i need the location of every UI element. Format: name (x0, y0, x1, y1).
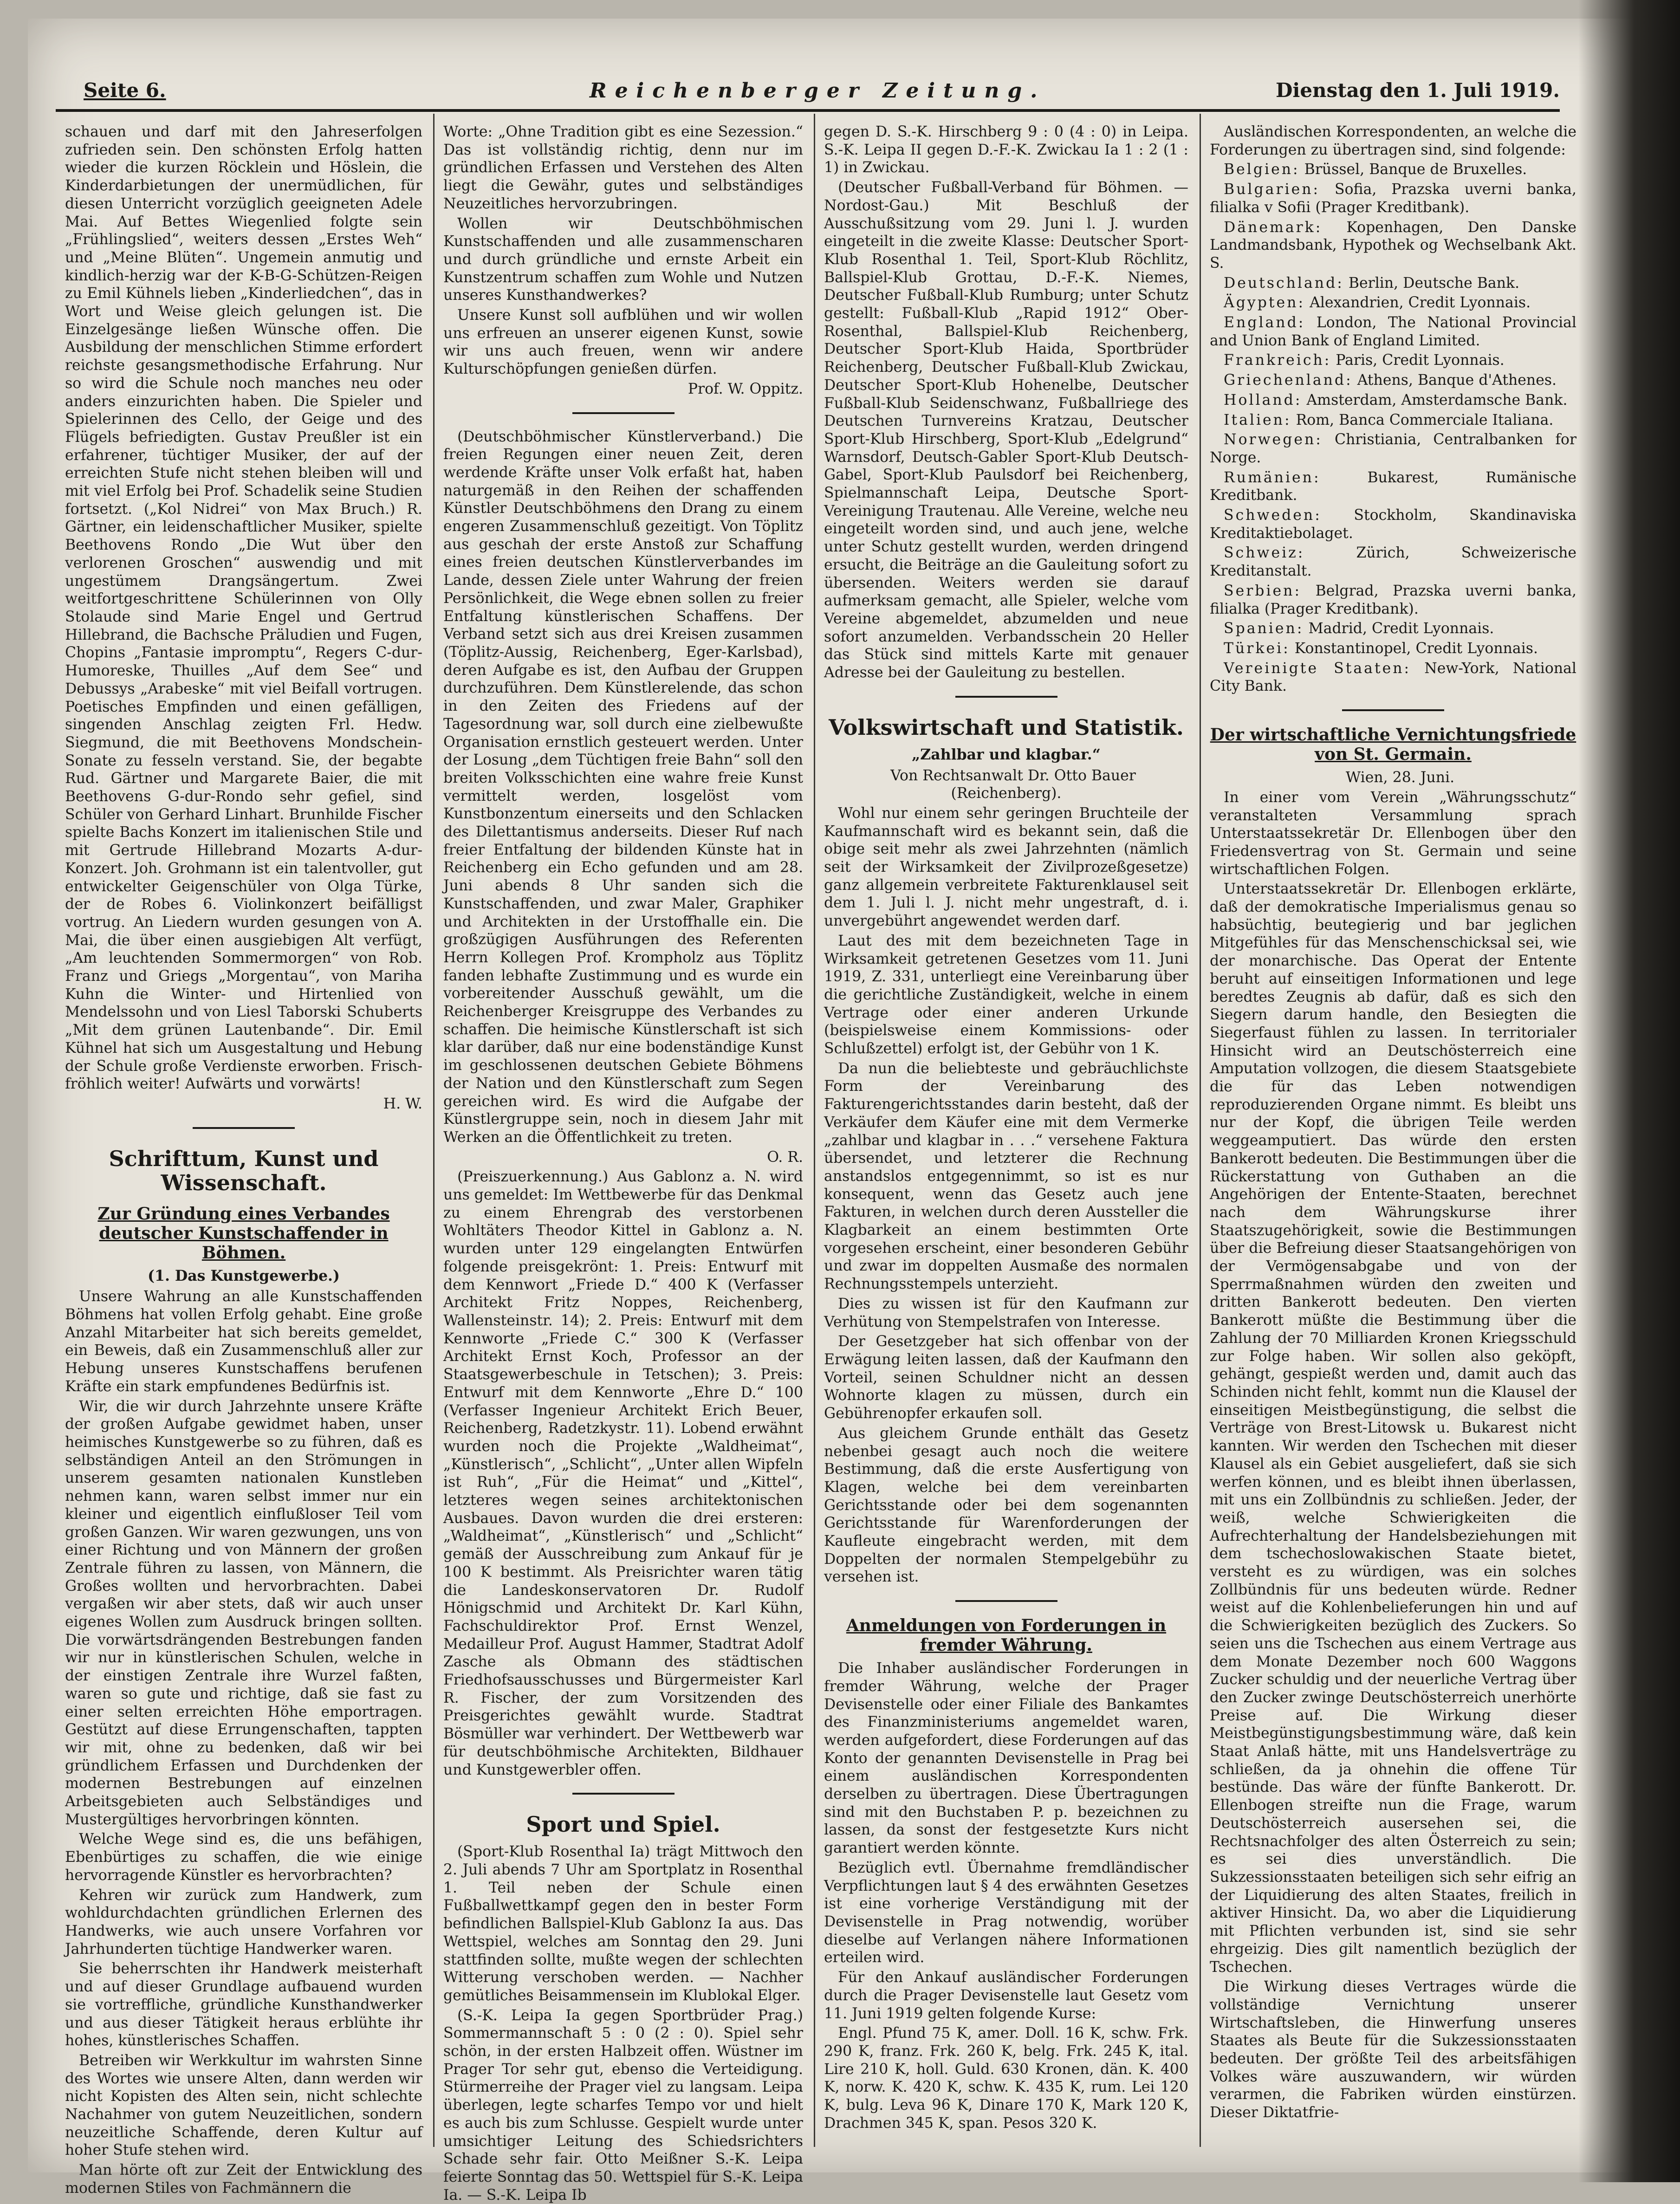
paragraph: Aus gleichem Grunde enthält das Gesetz nebenbei gesagt auch noch die weitere Bestimmung, daß die erste Ausfertigung von Klagen, welche bei dem vereinbarten Gerichtsstande oder bei dem sogenannten Gerichtsstande für Warenforderungen der Kaufleute eingebracht werden, mit dem Doppelten der normalen Stempelgebühr zu versehen ist. (824, 1425, 1188, 1586)
paragraph: Ausländischen Korrespondenten, an welche die Forderungen zu übertragen sind, sind folgende: (1210, 123, 1576, 158)
bank-country: Deutschland: (1224, 274, 1344, 292)
paragraph: (Deutscher Fußball-Verband für Böhmen. — Nordost-Gau.) Mit Beschluß der Ausschußsitzung vom 29. Juni l. J. wurden eingeteilt in die zweite Klasse: Deutscher Sport-Klub Rosenthal 1. Teil, Sport-Klub Röchlitz, Ballspiel-Klub Grottau, D.-F.-K. Niemes, Deutscher Fußball-Klub Rumburg; unter Schutz gestellt: Fußball-Klub „Rapid 1912“ Ober-Rosenthal, Ballspiel-Klub Reichenberg, Deutscher Sport-Klub Haida, Sportbrüder Reichenberg, Deutscher Fußball-Klub Zwickau, Deutscher Sport-Klub Hohenelbe, Deutscher Fußball-Klub Seidenschwanz, Fußballriege des Deutschen Turnvereins Kratzau, Deutscher Sport-Klub Hirschberg, Sport-Klub „Edelgrund“ Warnsdorf, Deutsch-Gabler Sport-Klub Deutsch-Gabel, Sport-Klub Paulsdorf bei Reichenberg, Spielmannschaft Leipa, Deutsche Sport-Vereinigung Trautenau. Alle Vereine, welche neu eingeteilt worden sind, und auch jene, welche unter Schutz gestellt wurden, werden dringend ersucht, die Beiträge an die Gauleitung sofort zu übersenden. Weiters werden sie darauf aufmerksam gemacht, alle Spieler, welche vom Vereine abgemeldet, abzumelden und neue sofort anzumelden. Verbandsschein 20 Heller das Stück sind mittels Karte mit genauer Adresse bei der Gauleitung zu bestellen. (824, 179, 1188, 681)
bank-country: Türkei: (1224, 640, 1290, 657)
bank-country: Italien: (1224, 411, 1291, 428)
paragraph: Der Gesetzgeber hat sich offenbar von der Erwägung leiten lassen, daß der Kaufmann den Vorteil, seinen Schuldner nicht an dessen Wohnorte klagen zu müssen, durch ein Gebührenopfer erkaufen soll. (824, 1333, 1188, 1422)
column-4 (1210, 123, 1576, 2156)
bank-entry (1210, 181, 1576, 216)
bank-entry (1210, 351, 1576, 369)
bank-name: Bukarest, Rumänische Kreditbank. (1210, 469, 1576, 504)
bank-name: Christiania, Centralbanken for Norge. (1210, 431, 1576, 466)
bank-name: Kopenhagen, Den Danske Landmandsbank, Hypothek og Wechselbank Akt. S. (1210, 219, 1576, 272)
bank-entry (1210, 314, 1576, 350)
article-heading: Anmeldungen von Forderungen in fremder Währung. (846, 1616, 1167, 1655)
section-heading: Sport und Spiel. (526, 1812, 720, 1837)
bank-name: Belgrad, Prazska uverni banka, filialka (Prager Kreditbank). (1210, 582, 1576, 617)
article-heading: Zur Gründung eines Verbandes deutscher Kunstschaffender in Böhmen. (97, 1204, 390, 1263)
paragraph: Für den Ankauf ausländischer Forderungen durch die Prager Devisenstelle laut Gesetz vom 11. Juni 1919 gelten folgende Kurse: (824, 1969, 1188, 2022)
bank-name: London, The National Provincial and Union Bank of England Limited. (1210, 314, 1576, 349)
bank-country: Serbien: (1224, 582, 1302, 599)
bank-entry (1210, 640, 1576, 658)
masthead-rule (56, 109, 1560, 112)
paragraph: Betreiben wir Werkkultur im wahrsten Sinne des Wortes wie unsere Alten, dann werden wir nicht Kopisten des Alten sein, nicht schlechte Nachahmer von gutem Neuzeitlichen, sondern neuzeitliche Schaffende, deren Kultur auf hoher Stufe stehen wird. (65, 2052, 422, 2159)
bank-country: Griechenland: (1224, 372, 1353, 389)
paragraph: Unsere Kunst soll aufblühen und wir wollen uns erfreuen an unserer eigenen Kunst, sowie wir uns auch freuen, wenn wir andere Kulturschöpfungen genießen dürfen. (443, 307, 803, 378)
paragraph: Wohl nur einem sehr geringen Bruchteile der Kaufmannschaft wird es bekannt sein, daß die obige seit mehr als zwei Jahrzehnten (nämlich seit der Wirksamkeit der Zivilprozeßgesetze) ganz allgemein verbreitete Fakturenklausel seit dem 1. Juli l. J. nicht mehr ungestraft, d. i. unvergebührt angewendet werden darf. (824, 804, 1188, 930)
issue-date: Dienstag den 1. Juli 1919. (1275, 79, 1560, 102)
bank-entry (1210, 371, 1576, 389)
paragraph: Die Inhaber ausländischer Forderungen in fremder Währung, welche der Prager Devisenstelle oder einer Filiale des Bankamtes des Finanzministeriums angemeldet waren, werden aufgefordert, diese Forderungen auf das Konto der genannten Devisenstelle in Prag bei einem ausländischen Korrespondenten derselben zu übertragen. Diese Übertragungen sind mit den Buchstaben P. p. bezeichnen zu lassen, da sonst der festgesetzte Kurs nicht garantiert werden könnte. (824, 1660, 1188, 1857)
bank-country: Ägypten: (1224, 294, 1305, 311)
paragraph: Da nun die beliebteste und gebräuchlichste Form der Vereinbarung des Fakturengerichtsstandes darin besteht, daß der Verkäufer dem Käufer eine mit dem Vermerke „zahlbar und klagbar in . . .“ versehene Faktura übersendet, und letzterer die Rechnung anstandslos entgegennimmt, so ist es nur konsequent, wenn das Gesetz auch jene Fakturen, in welchen durch deren Aussteller die Klagbarkeit an einem bestimmten Orte vorgesehen erscheint, einer besonderen Gebühr und zwar im doppelten Ausmaße des normalen Rechnungsstempels unterzieht. (824, 1060, 1188, 1293)
bank-country: Spanien: (1224, 620, 1304, 637)
paragraph: Worte: „Ohne Tradition gibt es eine Sezession.“ Das ist vollständig richtig, denn nur im gründlichen Erfassen und Verstehen des Alten liegt die Gewähr, gutes und selbständiges Neuzeitliches hervorzubringen. (443, 123, 803, 212)
paragraph: In einer vom Verein „Währungsschutz“ veranstalteten Versammlung sprach Unterstaatssekretär Dr. Ellenbogen über den Friedensvertrag von St. Germain und seine wirtschaftlichen Folgen. (1210, 789, 1576, 878)
column-1 (65, 123, 422, 2197)
paragraph: (S.-K. Leipa Ia gegen Sportbrüder Prag.) Sommermannschaft 5 : 0 (2 : 0). Spiel sehr schön, in der ersten Halbzeit offen. Wüstner im Prager Tor sehr gut, ebenso die Verteidigung. Stürmerreihe der Prager viel zu langsam. Leipa überlegen, legte scharfes Tempo vor und hielt es auch bis zum Schlusse. Gespielt wurde unter umsichtiger Leitung des Schiedsrichters Schade sehr fair. Otto Meißner S.-K. Leipa feierte Sonntag das 50. Wettspiel für S.-K. Leipa Ia. — S.-K. Leipa Ib (443, 2007, 803, 2204)
bank-country: Norwegen: (1224, 431, 1323, 448)
bank-name: Amsterdam, Amsterdamsche Bank. (1306, 391, 1568, 408)
bank-country: Belgien: (1224, 161, 1300, 178)
bank-entry (1210, 582, 1576, 618)
bank-country: Holland: (1224, 391, 1302, 408)
section-heading: Schrifttum, Kunst und Wissenschaft. (109, 1146, 379, 1195)
separator (572, 1793, 675, 1795)
separator (193, 1127, 295, 1129)
bank-entry (1210, 620, 1576, 638)
bank-name: Berlin, Deutsche Bank. (1348, 274, 1520, 292)
exchange-rates: Engl. Pfund 75 K, amer. Doll. 16 K, schw. Frk. 290 K, franz. Frk. 260 K, belg. Frk. 245 K, ital. Lire 210 K, holl. Guld. 630 Kronen, dän. K. 400 K, norw. K. 420 K, schw. K. 435 K, rum. Lei 120 K, bulg. Leva 96 K, Dinare 170 K, Mark 120 K, Drachmen 345 K, span. Pesos 320 K. (824, 2025, 1188, 2132)
column-divider (1200, 114, 1201, 2147)
column-2 (443, 123, 803, 2204)
paragraph: Unterstaatssekretär Dr. Ellenbogen erklärte, daß der demokratische Imperialismus genau so habsüchtig, beutegierig und bar jeglichen Mitgefühles für das Menschenschicksal sei, wie der monarchische. Das Operat der Entente beruht auf einseitigen Informationen und lege beredtes Zeugnis ab dafür, daß es sich den Siegern darum handle, den Besiegten die Siegerfaust fühlen zu lassen. In territorialer Hinsicht wird an Deutschösterreich eine Amputation vollzogen, die diesem Staatsgebiete die für das Leben notwendigen reproduzierenden Organe nimmt. Es bleibt uns nur der Kopf, die übrigen Teile werden weggeamputiert. Das würde den ersten Bankerott bedeuten. Die Bestimmungen über die Rückerstattung von Guthaben an die Angehörigen der Entente-Staaten, berechnet nach dem Währungskurse ihrer Staatszugehörigkeit, sowie die Bestimmungen über die Befreiung dieser Staatsangehörigen von der Vermögensabgabe und von der Sperrmaßnahmen würden den zweiten und dritten Bankerott bedeuten. Den vierten Bankerott müßte die Bestimmung über die Zahlung der 70 Milliarden Kronen Kriegsschuld zur Folge haben. Wir sollen also geköpft, gehängt, gespießt werden und, damit auch das Schinden nicht fehlt, kommt nun die Klausel der einseitigen Meistbegünstigung, die selbst die Verträge von Brest-Litowsk u. Bukarest nicht kannten. Wir werden den Tschechen mit dieser Klausel als ein Gebiet ausgeliefert, daß sie sich werfen können, und es bleibt ihnen überlassen, mit uns ein Zollbündnis zu schließen. Jeder, der weiß, welche Schwierigkeiten die Aufrechterhaltung der Handelsbeziehungen mit dem tschechoslowakischen Staate bietet, versteht es zu würdigen, was ein solches Zollbündnis für uns bedeuten würde. Redner weist auf die Kohlenbelieferungen hin und auf die Schwierigkeiten bezüglich des Zuckers. So seien uns die Tschechen aus einem Vertrage aus dem Monate Dezember noch 600 Waggons Zucker schuldig und der neuerliche Vertrag über den Zucker zwinge Deutschösterreich unerhörte Preise auf. Die Wirkung dieser Meistbegünstigungsbestimmung wäre, daß kein Staat Anlaß hätte, mit uns Handelsverträge zu schließen, da ja ohnehin die offene Tür bestünde. Das wäre der fünfte Bankerott. Dr. Ellenbogen streifte nun die Frage, warum Deutschösterreich ausersehen sei, die Rechtsnachfolger des alten Österreich zu sein; es sei dies unverständlich. Die Sukzessionsstaaten beteiligen sich sehr eifrig an der Liquidierung des alten Staates, freilich in aktiver Hinsicht. Da, wo aber die Liquidierung mit Pflichten verbunden ist, sind sie sehr ehrgeizig. Dies gilt namentlich bezüglich der Tschechen. (1210, 881, 1576, 1976)
correspondent-bank-list (1210, 161, 1576, 695)
article-subheading: (1. Das Kunstgewerbe.) (148, 1267, 340, 1284)
bank-entry (1210, 506, 1576, 542)
paragraph: (Deutschböhmischer Künstlerverband.) Die freien Regungen einer neuen Zeit, deren werdende Kräfte unser Volk erfaßt hat, haben naturgemäß in den Reihen der schaffenden Künstler Deutschböhmens den Drang zu einem engeren Zusammenschluß gezeitigt. Von Töplitz aus geschah der erste Anstoß zur Schaffung eines freien deutschen Künstlerverbandes im Lande, dessen Ziele unter Wahrung der freien Persönlichkeit, die Wege ebnen sollen zu freier Entfaltung künstlerischen Schaffens. Der Verband setzt sich aus drei Kreisen zusammen (Töplitz-Aussig, Reichenberg, Eger-Karlsbad), deren Aufgabe es ist, den Aufbau der Gruppen durchzuführen. Dem Künstlerelende, das schon in den Zeiten des Friedens auf der Tagesordnung war, soll durch eine zielbewußte Organisation ernstlich gesteuert werden. Unter der Losung „dem Tüchtigen freie Bahn“ soll den breiten Volksschichten eine wahre freie Kunst vermittelt werden, losgelöst vom Kunstbonzentum einerseits und den Schlacken des Dilettantismus anderseits. Dieser Ruf nach freier Entfaltung der bildenden Künste hat in Reichenberg ein Echo gefunden und am 28. Juni abends 8 Uhr sanden sich die Kunstschaffenden, und zwar Maler, Graphiker und Architekten in der Urstoffhalle ein. Die großzügigen Ausführungen des Referenten Herrn Kollegen Prof. Krompholz aus Töplitz fanden lebhafte Zustimmung und es wurde ein vorbereitender Ausschuß gewählt, um die Reichenberger Kreisgruppe des Verbandes zu schaffen. Die heimische Künstlerschaft ist sich klar darüber, daß nur eine bodenständige Kunst im geschlossenen deutschen Gebiete Böhmens der Nation und den Künstlerschaft zum Segen gereichen wird. Es wird die Aufgabe der Künstlergruppe sein, noch in diesem Jahr mit Werken an die Öffentlichkeit zu treten. (443, 428, 803, 1146)
bank-name: Athens, Banque d'Athenes. (1357, 372, 1557, 389)
bank-entry (1210, 274, 1576, 292)
bank-country: England: (1224, 314, 1305, 331)
paragraph: (Preiszuerkennung.) Aus Gablonz a. N. wird uns gemeldet: Im Wettbewerbe für das Denkmal zu einem Ehrengrab des verstorbenen Wohltäters Theodor Kittel in Gablonz a. N. wurden unter 129 eingelangten Entwürfen folgende preisgekrönt: 1. Preis: Entwurf mit dem Kennwort „Friede D.“ 400 K (Verfasser Architekt Fritz Noppes, Reichenberg, Wallensteinstr. 14); 2. Preis: Entwurf mit dem Kennworte „Friede C.“ 300 K (Verfasser Architekt Ernst Koch, Professor an der Staatsgewerbeschule in Tetschen); 3. Preis: Entwurf mit dem Kennworte „Ehre D.“ 100 (Verfasser Ingenieur Architekt Erich Beuer, Reichenberg, Radetzkystr. 11). Lobend erwähnt wurden noch die Projekte „Waldheimat“, „Künstlerisch“, „Schlicht“, „Unter allen Wipfeln ist Ruh“, „Für die Heimat“ und „Kittel“, letzteres wegen seines architektonischen Ausbaues. Davon wurden die drei ersteren: „Waldheimat“, „Künstlerisch“ und „Schlicht“ gemäß der Ausschreibung zum Ankauf für je 100 K bestimmt. Als Preisrichter waren tätig die Landeskonservatoren Dr. Rudolf Hönigschmid und Architekt Dr. Karl Kühn, Fachschuldirektor Prof. Ernst Wenzel, Medailleur Prof. August Hammer, Stadtrat Adolf Zasche als Obmann des städtischen Friedhofsausschusses und Bürgermeister Karl R. Fischer, der zum Vorsitzenden des Preisgerichtes gewählt wurde. Stadtrat Bösmüller war verhindert. Der Wettbewerb war für deutschböhmische Architekten, Bildhauer und Kunstgewerbler offen. (443, 1168, 803, 1778)
page-number: Seite 6. (84, 79, 166, 102)
bank-name: Zürich, Schweizerische Kreditanstalt. (1210, 545, 1577, 580)
section-heading: Volkswirtschaft und Statistik. (829, 714, 1184, 740)
paragraph: Unsere Wahrung an alle Kunstschaffenden Böhmens hat vollen Erfolg gehabt. Eine große Anzahl Mitarbeiter hat sich bereits gemeldet, ein Beweis, daß ein Zusammenschluß aller zur Hebung unseres Kunstschaffens berufenen Kräfte ein stark empfundenes Bedürfnis ist. (65, 1288, 422, 1395)
column-3 (824, 123, 1188, 2156)
column-divider (433, 114, 435, 2147)
paragraph: gegen D. S.-K. Hirschberg 9 : 0 (4 : 0) in Leipa. S.-K. Leipa II gegen D.-F.-K. Zwickau Ia 1 : 2 (1 : 1) in Zwickau. (824, 123, 1188, 176)
article-heading: Der wirtschaftliche Vernichtungsfriede von St. Germain. (1210, 725, 1576, 765)
paragraph: Bezüglich evtl. Übernahme fremdländischer Verpflichtungen laut § 4 des erwähnten Gesetzes ist eine vorherige Verständigung mit der Devisenstelle in Prag notwendig, worüber dieselbe auf Verlangen nähere Informationen erteilen wird. (824, 1859, 1188, 1966)
author-signature: Prof. W. Oppitz. (688, 380, 803, 397)
dateline: Wien, 28. Juni. (1345, 769, 1455, 786)
masthead (56, 70, 1560, 111)
paragraph: Dies zu wissen ist für den Kaufmann zur Verhütung von Stempelstrafen von Interesse. (824, 1295, 1188, 1330)
bank-name: Konstantinopel, Credit Lyonnais. (1294, 640, 1538, 657)
bank-entry (1210, 431, 1576, 467)
paragraph: Wollen wir Deutschböhmischen Kunstschaffenden und alle zusammenscharen und durch gründliche und ernste Arbeit ein Kunstzentrum schaffen zum Wohle und Nutzen unseres Kunsthandwerkes? (443, 215, 803, 304)
article-heading: „Zahlbar und klagbar.“ (912, 745, 1101, 763)
bank-name: Madrid, Credit Lyonnais. (1308, 620, 1494, 637)
bank-entry (1210, 391, 1576, 409)
bank-name: Paris, Credit Lyonnais. (1336, 352, 1505, 369)
bank-name: New-York, National City Bank. (1210, 660, 1576, 695)
paragraph: Man hörte oft zur Zeit der Entwicklung des modernen Stiles von Fachmännern die (65, 2162, 422, 2197)
bank-entry (1210, 294, 1576, 312)
bank-country: Vereinigte Staaten: (1224, 660, 1411, 677)
bank-country: Schweden: (1224, 507, 1322, 524)
bank-name: Alexandrien, Credit Lyonnais. (1310, 294, 1531, 311)
separator (572, 412, 675, 414)
paragraph: Laut des mit dem bezeichneten Tage in Wirksamkeit getretenen Gesetzes vom 11. Juni 1919, Z. 331, unterliegt eine Vereinbarung über die gerichtliche Zuständigkeit, welche in einem Vertrage oder einer anderen Urkunde (beispielsweise einem Kommissions- oder Schlußzettel) erfolgt ist, der Gebühr von 1 K. (824, 932, 1188, 1057)
concert-review-text: schauen und darf mit den Jahreserfolgen zufrieden sein. Den schönsten Erfolg hatten wieder die kurzen Röcklein und Höslein, die Kinderdarbietungen der unermüdlichen, für diesen Unterricht vorzüglich geeigneten Adele Mai. Auf Bettes Wiegenlied folgte sein „Frühlingslied“, weiters dessen „Erstes Weh“ und „Meine Blüten“. Ungemein anmutig und kindlich-herzig war der K-B-G-Schützen-Reigen zu Emil Kühnels lieben „Kinderliedchen“, das in Wort und Weise gleich gelungen ist. Die Einzelgesänge ließen Wünsche offen. Die Ausbildung der menschlichen Stimme erfordert reichste gesangsmethodische Erfahrung. Nur so wird die Schule noch manches neu oder anders einzurichten haben. Die Spieler und Spielerinnen des Cello, der Geige und des Flügels befriedigten. Gustav Preußler ist ein erfahrener, tüchtiger Musiker, der auf der erreichten Stufe nicht stehen bleiben will und mit viel Erfolg bei Prof. Schadelik seine Studien fortsetzt. („Kol Nidrei“ von Max Bruch.) R. Gärtner, ein leidenschaftlicher Musiker, spielte Beethovens Rondo „Die Wut über den verlorenen Groschen“ auswendig und mit ungestümem Drangsängertum. Zwei weitfortgeschrittene Schülerinnen von Olly Stolaude sind Marie Engel und Gertrud Hillebrand, die Bachsche Präludien und Fugen, Chopins „Fantasie impromptu“, Regers C-dur-Humoreske, Thuilles „Auf dem See“ und Debussys „Arabeske“ mit viel Beifall vortrugen. Poetisches Empfinden und einen gefälligen, singenden Anschlag zeigten Frl. Hedw. Siegmund, die mit Beethovens Mondschein-Sonate zu fesseln verstand. Sie, der begabte Rud. Gärtner und Margarete Baier, die mit Beethovens G-dur-Rondo sehr gefiel, sind Schüler von Gerhard Linhart. Brunhilde Fischer spielte Bachs Konzert im italienischen Stile und mit Gertrude Hillebrand Mozarts A-dur-Konzert. Joh. Grohmann ist ein talentvoller, gut entwickelter Geigenschüler von Olga Türke, der de Robes 6. Violinkonzert beifälligst vortrug. An Liedern wurden gesungen von A. Mai, die über einen ausgiebigen Alt verfügt, „Am leuchtenden Sommermorgen“ von Rob. Franz und Griegs „Morgentau“, von Mariha Kuhn die Winter- und Hirtenlied von Mendelssohn und von Liesl Taborski Schuberts „Mit dem grünen Lautenbande“. Dir. Emil Kühnel hat sich um Ausgestaltung und Hebung der Schule große Verdienste erworben. Frisch-fröhlich weiter! Aufwärts und vorwärts! (65, 123, 422, 1093)
scan-edge-shadow (1578, 0, 1680, 2182)
paragraph: Wir, die wir durch Jahrzehnte unsere Kräfte der großen Aufgabe gewidmet haben, unser heimisches Kunstgewerbe so zu führen, daß es selbständigen Anteil an den Strömungen in unserem gesamten nationalen Kunstleben nehmen kann, waren selbst immer nur ein kleiner und eigentlich einflußloser Teil vom großen Ganzen. Wir waren gezwungen, uns von einer Richtung und von Männern der großen Zentrale führen zu lassen, von Männern, die Großes wollten und hervorbrachten. Dabei vergaßen wir aber stets, daß wir auch unser eigenes Wollen zum Ausdruck bringen sollten. Die vorwärtsdrängenden Bestrebungen fanden wir nur in künstlerischen Schulen, welche in der einstigen Zentrale ihre Wurzel faßten, waren so gute und richtige, daß sie fast zu einer selten erreichten Höhe emportragen. Gestützt auf diese Errungenschaften, tappten wir mit, ohne zu bedenken, daß wir bei gründlichem Erfassen und Durchdenken der modernen Bestrebungen auf einzelnen Arbeitsgebieten auch Selbständiges und Mustergültiges hervorbringen könnten. (65, 1398, 422, 1828)
paragraph: Kehren wir zurück zum Handwerk, zum wohldurchdachten gründlichen Erlernen des Handwerks, wie auch unsere Vorfahren vor Jahrhunderten tüchtige Handwerker waren. (65, 1886, 422, 1958)
separator (955, 1600, 1057, 1602)
paragraph: Sie beherrschten ihr Handwerk meisterhaft und auf dieser Grundlage aufbauend wurden sie vortreffliche, gründliche Kunsthandwerker und aus dieser Tätigkeit heraus erblühte ihr hohes, künstlerisches Schaffen. (65, 1960, 422, 2049)
paragraph: Die Wirkung dieses Vertrages würde die vollständige Vernichtung unserer Wirtschaftsleben, die Hinwerfung unseres Staates als Beute für die Sukzessionsstaaten bedeuten. Der größte Teil des arbeitsfähigen Volkes wäre auszuwandern, wir würden verarmen, die Fabriken würden einstürzen. Dieser Diktatfrie- (1210, 1978, 1576, 2121)
bank-entry (1210, 219, 1576, 272)
bank-entry (1210, 469, 1576, 505)
bank-entry (1210, 660, 1576, 695)
newspaper-title: Reichenberger Zeitung. (590, 79, 1046, 103)
column-divider (814, 114, 815, 2147)
separator (955, 696, 1057, 698)
bank-country: Schweiz: (1224, 545, 1305, 562)
paragraph: Welche Wege sind es, die uns befähigen, Ebenbürtiges zu schaffen, die wie einige hervorragende Künstler es hervorbrachten? (65, 1831, 422, 1884)
bank-name: Rom, Banca Commerciale Italiana. (1296, 411, 1554, 428)
paragraph: (Sport-Klub Rosenthal Ia) trägt Mittwoch den 2. Juli abends 7 Uhr am Sportplatz in Rosenthal 1. Teil neben der Schule einen Fußballwettkampf gegen den in bester Form befindlichen Ballspiel-Klub Gablonz Ia aus. Das Wettspiel, welches am Sonntag den 29. Juni stattfinden sollte, mußte wegen der schlechten Witterung verschoben werden. — Nachher gemütliches Beisammensein im Klublokal Elger. (443, 1843, 803, 2004)
bank-name: Stockholm, Skandinaviska Kreditaktiebolaget. (1210, 507, 1576, 542)
bank-entry (1210, 161, 1576, 179)
bank-country: Dänemark: (1224, 219, 1323, 236)
bank-country: Rumänien: (1224, 469, 1321, 486)
bank-entry (1210, 411, 1576, 429)
bank-entry (1210, 544, 1576, 580)
author-signature: O. R. (767, 1148, 803, 1166)
bank-name: Sofia, Prazska uverni banka, filialka v Sofii (Prager Kreditbank). (1210, 181, 1576, 216)
article-author: Von Rechtsanwalt Dr. Otto Bauer (Reichenberg). (890, 767, 1136, 802)
bank-name: Brüssel, Banque de Bruxelles. (1304, 161, 1527, 178)
separator (1342, 709, 1444, 711)
author-signature: H. W. (383, 1095, 422, 1112)
bank-country: Frankreich: (1224, 352, 1331, 369)
bank-country: Bulgarien: (1224, 181, 1320, 198)
